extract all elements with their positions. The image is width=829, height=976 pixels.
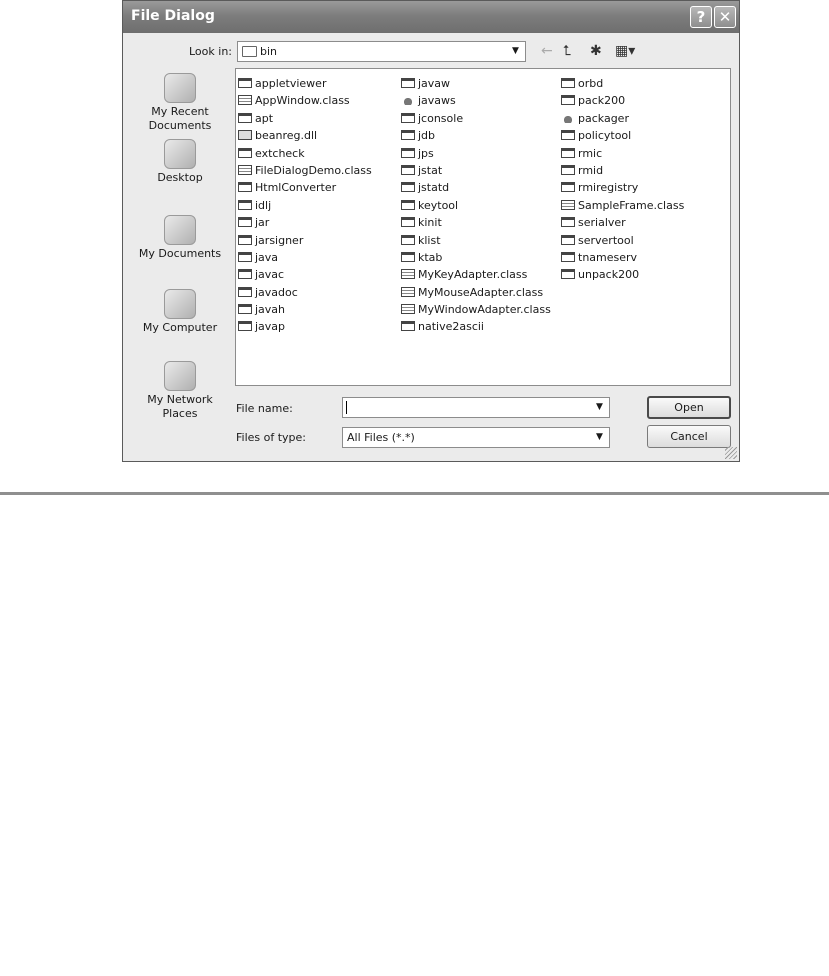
back-icon[interactable]: ← xyxy=(541,43,553,59)
executable-file-icon xyxy=(561,130,575,140)
new-folder-icon[interactable]: ✱ xyxy=(590,43,602,59)
file-item-label: javah xyxy=(255,303,286,317)
file-item-label: packager xyxy=(578,111,629,125)
file-item-label: jstat xyxy=(418,163,443,177)
file-item[interactable] xyxy=(238,179,372,196)
network-places-icon xyxy=(164,361,196,391)
file-list[interactable] xyxy=(235,68,731,386)
class-file-icon xyxy=(238,95,252,105)
place-my-computer[interactable] xyxy=(134,289,226,335)
executable-file-icon xyxy=(561,165,575,175)
file-item-label: FileDialogDemo.class xyxy=(255,163,372,177)
file-item-label: jconsole xyxy=(418,111,464,125)
file-item-label: appletviewer xyxy=(255,77,327,90)
close-icon: ✕ xyxy=(718,8,732,26)
place-my-network-places[interactable] xyxy=(134,361,226,421)
place-label: My Recent Documents xyxy=(148,105,212,132)
file-item[interactable] xyxy=(561,110,684,127)
file-item[interactable] xyxy=(401,145,551,162)
place-label: My Documents xyxy=(138,247,222,260)
file-item-label: javac xyxy=(255,268,285,282)
executable-file-icon xyxy=(401,182,415,192)
file-item-label: SampleFrame.class xyxy=(578,198,685,212)
executable-file-icon xyxy=(401,252,415,262)
executable-file-icon xyxy=(238,252,252,262)
file-item-label: keytool xyxy=(418,198,459,212)
file-item-label: serialver xyxy=(578,216,626,230)
file-item[interactable] xyxy=(561,75,684,92)
file-item-label: javap xyxy=(255,320,286,334)
file-item-label: extcheck xyxy=(255,146,305,160)
file-item-label: MyMouseAdapter.class xyxy=(418,285,544,299)
executable-file-icon xyxy=(238,78,252,88)
class-file-icon xyxy=(401,304,415,314)
place-my-documents[interactable] xyxy=(134,215,226,261)
file-item-label: policytool xyxy=(578,129,632,143)
file-item[interactable] xyxy=(401,162,551,179)
file-item-label: javaws xyxy=(418,94,456,108)
file-item[interactable] xyxy=(561,232,684,249)
java-app-icon xyxy=(401,95,415,105)
executable-file-icon xyxy=(401,113,415,123)
file-item[interactable] xyxy=(561,214,684,231)
look-in-value: bin xyxy=(260,45,278,58)
class-file-icon xyxy=(561,200,575,210)
up-folder-icon[interactable]: ⮤ xyxy=(563,43,572,59)
executable-file-icon xyxy=(238,182,252,192)
file-item[interactable] xyxy=(238,162,372,179)
resize-grip-icon[interactable] xyxy=(725,447,737,459)
file-item-label: jstatd xyxy=(418,181,450,195)
file-item[interactable] xyxy=(561,127,684,144)
file-item[interactable] xyxy=(401,284,551,301)
file-item-label: javaw xyxy=(418,77,451,90)
executable-file-icon xyxy=(238,217,252,227)
file-item[interactable] xyxy=(401,266,551,283)
file-item[interactable] xyxy=(401,110,551,127)
executable-file-icon xyxy=(401,321,415,331)
file-item[interactable] xyxy=(561,266,684,283)
file-item[interactable] xyxy=(238,127,372,144)
file-item-label: servertool xyxy=(578,233,634,247)
executable-file-icon xyxy=(401,235,415,245)
place-label: My Network Places xyxy=(147,393,213,420)
file-item-label: AppWindow.class xyxy=(255,94,350,108)
executable-file-icon xyxy=(238,235,252,245)
look-in-combo[interactable] xyxy=(237,41,526,62)
view-menu-icon[interactable]: ▦▾ xyxy=(615,43,636,59)
class-file-icon xyxy=(401,269,415,279)
executable-file-icon xyxy=(238,200,252,210)
executable-file-icon xyxy=(561,148,575,158)
file-item[interactable] xyxy=(401,232,551,249)
horizontal-divider xyxy=(0,492,829,495)
executable-file-icon xyxy=(401,78,415,88)
executable-file-icon xyxy=(238,321,252,331)
file-item-label: jarsigner xyxy=(255,233,304,247)
help-button[interactable] xyxy=(690,6,712,28)
place-label: My Computer xyxy=(142,321,218,334)
look-in-label: Look in: xyxy=(189,45,232,58)
executable-file-icon xyxy=(561,95,575,105)
file-item-label: native2ascii xyxy=(418,320,484,334)
file-item[interactable] xyxy=(561,92,684,109)
file-item[interactable] xyxy=(238,284,372,301)
file-item-label: kinit xyxy=(418,216,442,230)
file-dialog-window xyxy=(122,0,740,462)
dll-file-icon xyxy=(238,130,252,140)
executable-file-icon xyxy=(561,182,575,192)
file-item[interactable] xyxy=(561,249,684,266)
executable-file-icon xyxy=(238,304,252,314)
file-item-label: orbd xyxy=(578,77,604,90)
file-item-label: rmic xyxy=(578,146,603,160)
dropdown-arrow-icon[interactable]: ▼ xyxy=(596,402,603,412)
recent-documents-icon xyxy=(164,73,196,103)
file-item[interactable] xyxy=(561,162,684,179)
file-item-label: rmid xyxy=(578,163,604,177)
place-my-recent-documents[interactable] xyxy=(134,73,226,133)
file-item[interactable] xyxy=(238,318,372,335)
dropdown-arrow-icon[interactable]: ▼ xyxy=(596,432,603,442)
file-item[interactable] xyxy=(401,92,551,109)
file-item[interactable] xyxy=(561,197,684,214)
file-item[interactable] xyxy=(401,301,551,318)
file-item-label: jar xyxy=(255,216,270,230)
dropdown-arrow-icon[interactable]: ▼ xyxy=(512,46,519,56)
executable-file-icon xyxy=(401,200,415,210)
file-item[interactable] xyxy=(238,75,372,92)
help-icon: ? xyxy=(696,8,706,26)
file-item-label: apt xyxy=(255,111,274,125)
file-name-label: File name: xyxy=(236,402,293,415)
file-item[interactable] xyxy=(238,249,372,266)
file-item-label: unpack200 xyxy=(578,268,640,282)
text-caret xyxy=(346,401,347,414)
my-documents-icon xyxy=(164,215,196,245)
desktop-icon xyxy=(164,139,196,169)
close-button[interactable] xyxy=(714,6,736,28)
file-item-label: rmiregistry xyxy=(578,181,639,195)
window-title: File Dialog xyxy=(131,8,215,24)
executable-file-icon xyxy=(238,269,252,279)
my-computer-icon xyxy=(164,289,196,319)
file-item[interactable] xyxy=(238,197,372,214)
file-name-input[interactable] xyxy=(342,397,610,418)
file-item[interactable] xyxy=(401,214,551,231)
file-type-label: Files of type: xyxy=(236,431,307,444)
file-item-label: javadoc xyxy=(255,285,298,299)
file-item[interactable] xyxy=(561,145,684,162)
file-column-3 xyxy=(561,75,684,284)
place-desktop[interactable] xyxy=(134,139,226,185)
file-item[interactable] xyxy=(238,301,372,318)
file-type-select[interactable] xyxy=(342,427,610,448)
file-item-label: idlj xyxy=(255,198,272,212)
file-item-label: MyWindowAdapter.class xyxy=(418,303,551,317)
file-item-label: pack200 xyxy=(578,94,626,108)
class-file-icon xyxy=(238,165,252,175)
executable-file-icon xyxy=(561,217,575,227)
executable-file-icon xyxy=(238,148,252,158)
executable-file-icon xyxy=(401,148,415,158)
file-item[interactable] xyxy=(401,249,551,266)
file-item[interactable] xyxy=(401,75,551,92)
file-item[interactable] xyxy=(238,92,372,109)
executable-file-icon xyxy=(238,287,252,297)
class-file-icon xyxy=(401,287,415,297)
file-item-label: tnameserv xyxy=(578,250,638,264)
file-item[interactable] xyxy=(238,145,372,162)
file-item[interactable] xyxy=(238,214,372,231)
open-button[interactable]: Open xyxy=(647,396,731,419)
executable-file-icon xyxy=(401,130,415,140)
file-column-1 xyxy=(238,75,372,336)
file-item-label: ktab xyxy=(418,250,443,264)
title-bar[interactable] xyxy=(123,1,739,33)
executable-file-icon xyxy=(401,165,415,175)
executable-file-icon xyxy=(561,252,575,262)
file-item[interactable] xyxy=(401,179,551,196)
file-item-label: jps xyxy=(418,146,434,160)
file-item[interactable] xyxy=(238,110,372,127)
executable-file-icon xyxy=(561,235,575,245)
file-item-label: jdb xyxy=(418,129,436,143)
place-label: Desktop xyxy=(157,171,203,184)
file-item-label: beanreg.dll xyxy=(255,129,318,143)
file-item-label: MyKeyAdapter.class xyxy=(418,268,528,282)
java-app-icon xyxy=(561,113,575,123)
file-item[interactable] xyxy=(401,127,551,144)
file-item-label: java xyxy=(255,250,279,264)
executable-file-icon xyxy=(561,269,575,279)
folder-icon xyxy=(242,46,257,57)
file-item[interactable] xyxy=(561,179,684,196)
executable-file-icon xyxy=(401,217,415,227)
file-column-2 xyxy=(401,75,551,336)
file-item[interactable] xyxy=(401,318,551,335)
executable-file-icon xyxy=(238,113,252,123)
file-item[interactable] xyxy=(238,232,372,249)
cancel-button[interactable]: Cancel xyxy=(647,425,731,448)
file-item-label: HtmlConverter xyxy=(255,181,337,195)
executable-file-icon xyxy=(561,78,575,88)
file-type-value: All Files (*.*) xyxy=(347,431,415,444)
file-item[interactable] xyxy=(238,266,372,283)
file-item-label: klist xyxy=(418,233,441,247)
file-item[interactable] xyxy=(401,197,551,214)
